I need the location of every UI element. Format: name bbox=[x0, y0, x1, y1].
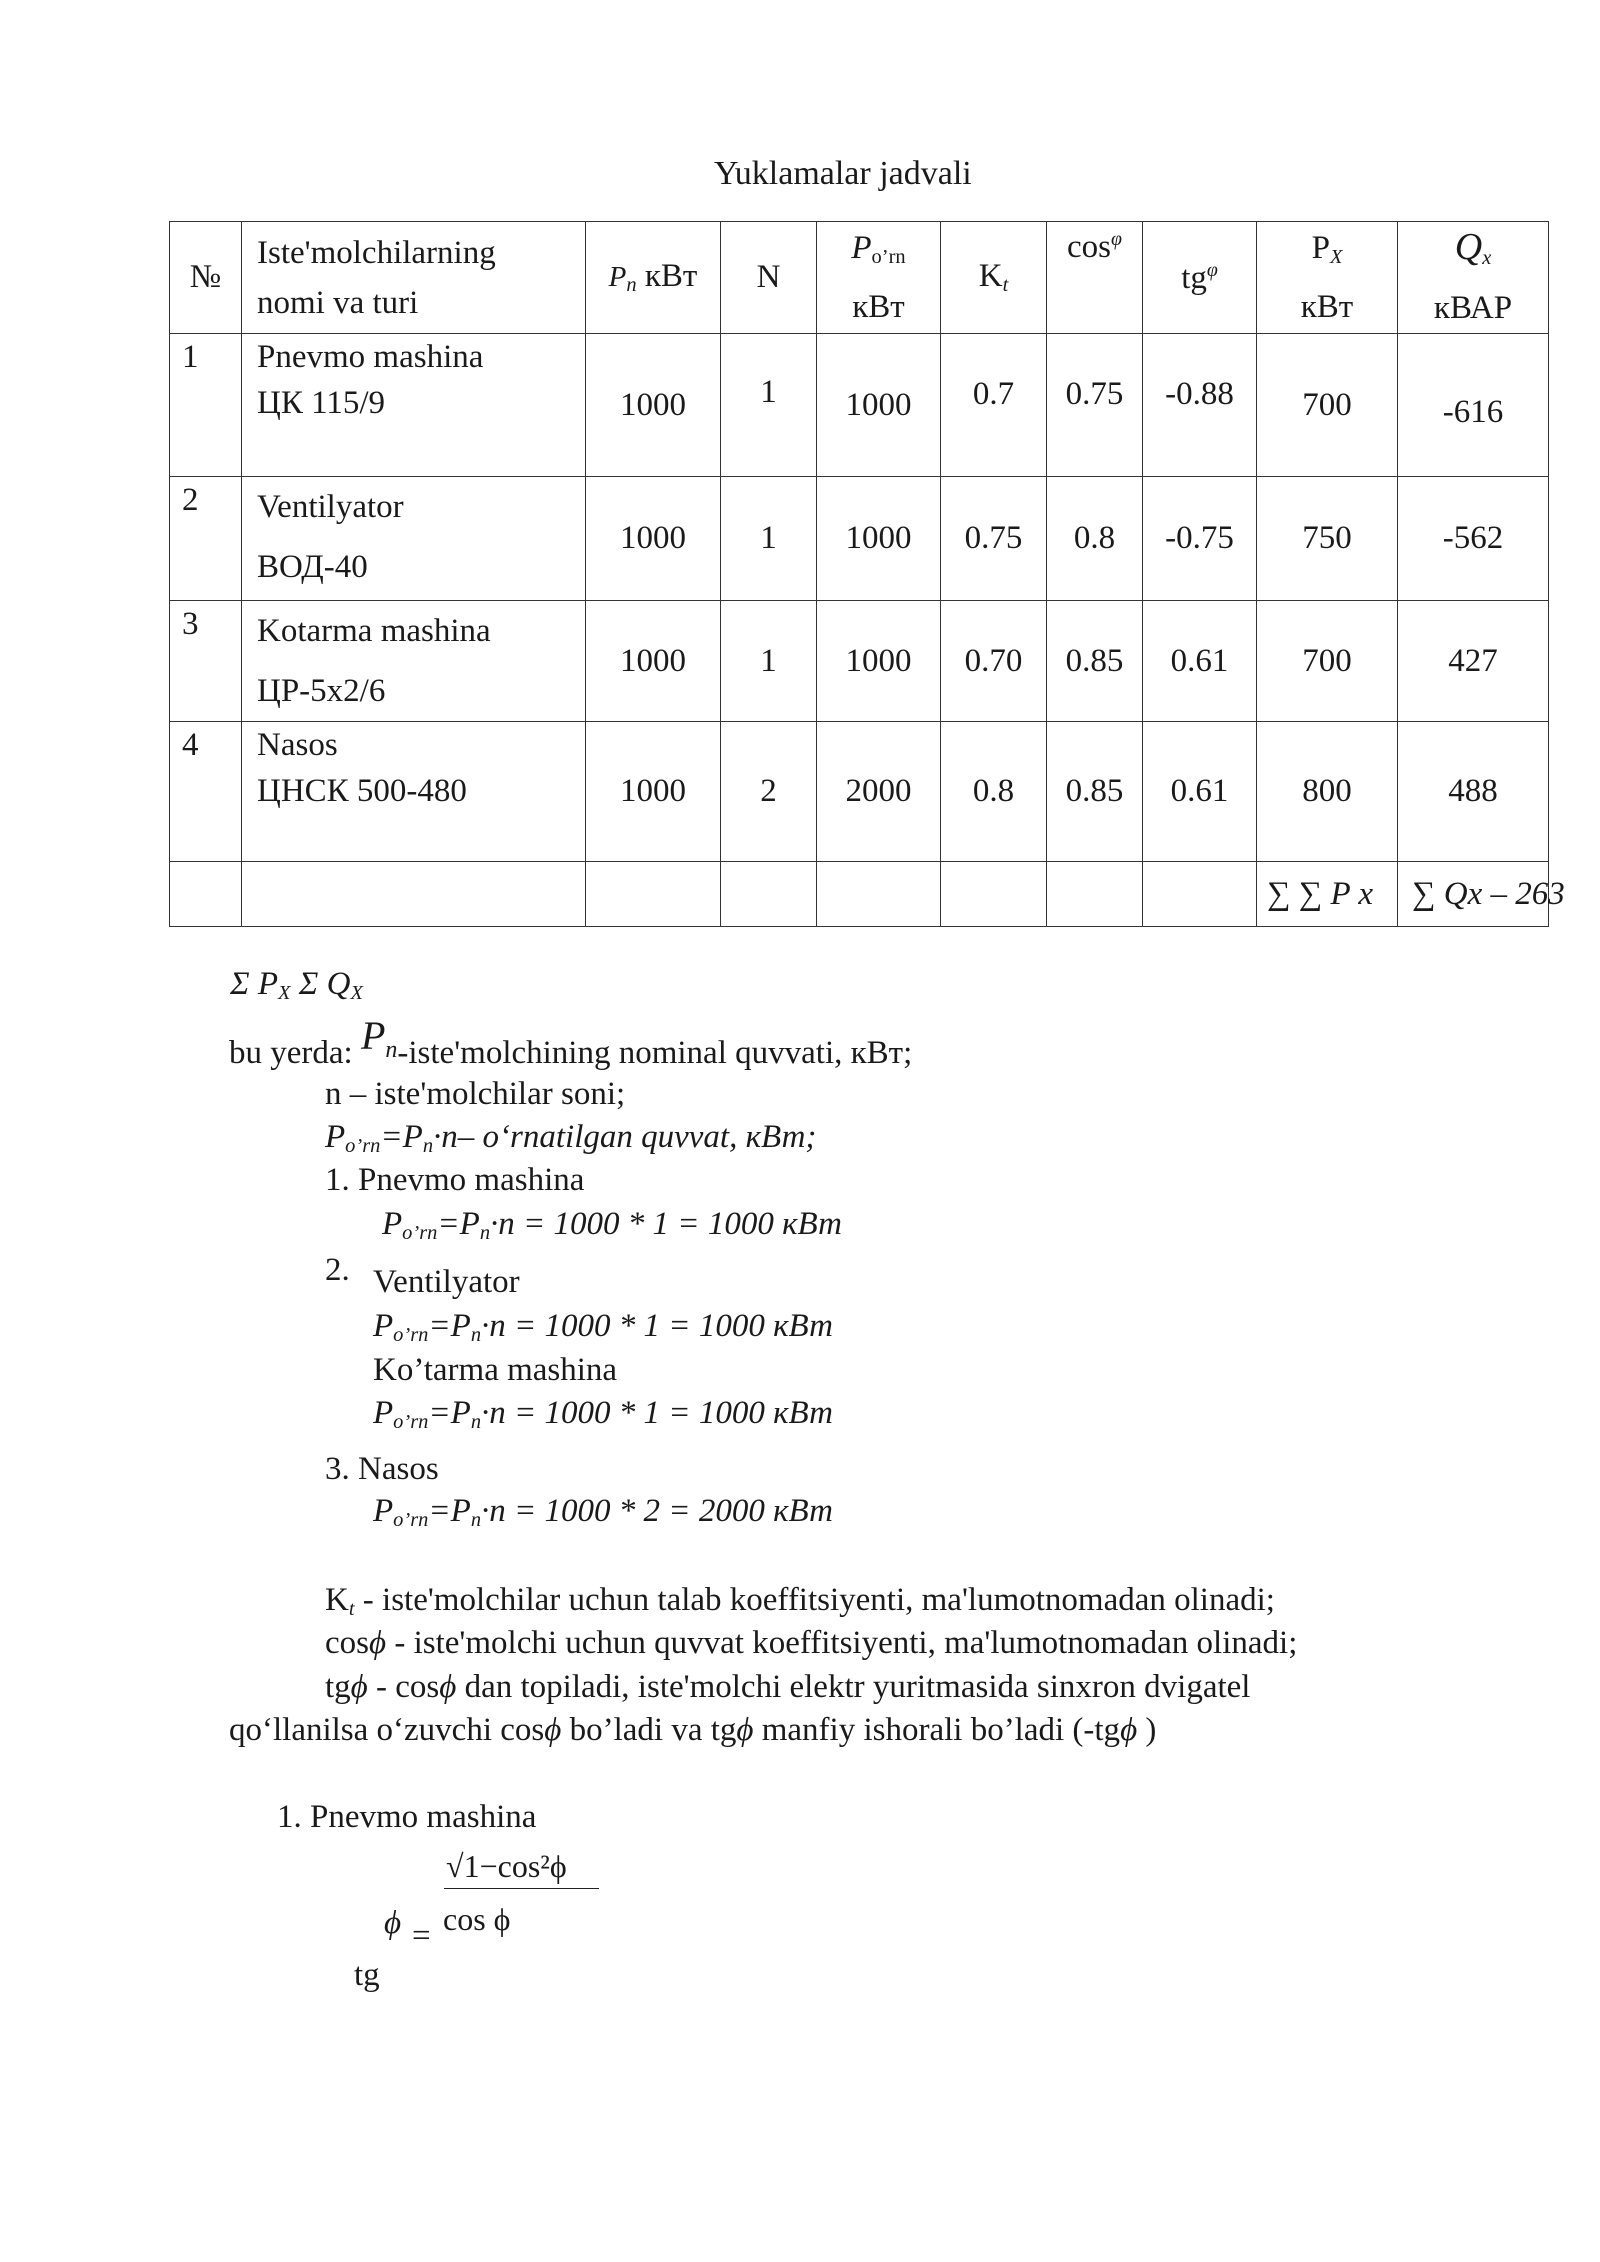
row-num: 2 bbox=[170, 477, 242, 601]
header-cos: $\cos^\varphi$ bbox=[1047, 222, 1143, 334]
row-num: 1 bbox=[170, 334, 242, 477]
cell-tg: -0.88 bbox=[1143, 334, 1257, 477]
cell-kt: 0.7 bbox=[941, 334, 1047, 477]
empty-cell bbox=[170, 862, 242, 927]
table-row bbox=[170, 601, 1549, 722]
formula-phi: ϕ bbox=[384, 1905, 402, 1941]
row-num: 4 bbox=[170, 722, 242, 862]
formula-tg: tg bbox=[354, 1957, 380, 1993]
table-row bbox=[170, 477, 1549, 601]
header-kt: $K_t$ bbox=[941, 222, 1047, 334]
table-sum-row bbox=[170, 862, 1549, 927]
cell-porn: 1000 bbox=[817, 334, 941, 477]
header-num: № bbox=[170, 222, 242, 334]
row-name: Kotarma mashina ЦР-5х2/6 bbox=[242, 601, 586, 722]
empty-cell bbox=[721, 862, 817, 927]
header-px: $P_X$ кВт bbox=[1257, 222, 1398, 334]
list-num-2: 2. bbox=[325, 1252, 350, 1288]
n-description: n – iste'molchilar soni; bbox=[325, 1076, 626, 1112]
calc-kotarma: $P_{o’rn}=P_n\cdot n = 1000 * 1 = 1000$ кВт bbox=[373, 1395, 833, 1434]
header-pn: $P_n$ кВт bbox=[586, 222, 721, 334]
row-num: 3 bbox=[170, 601, 242, 722]
tg-description-cont: qo‘llanilsa o‘zuvchi cosϕ bo’ladi va tgϕ manfiy ishorali bo’ladi (-tgϕ ) bbox=[229, 1712, 1157, 1748]
cell-n: 1 bbox=[721, 334, 817, 477]
cell-px: 800 bbox=[1257, 722, 1398, 862]
cell-px: 750 bbox=[1257, 477, 1398, 601]
cell-cos: 0.8 bbox=[1047, 477, 1143, 601]
row-name: Pnevmo mashina ЦК 115/9 bbox=[242, 334, 586, 477]
list-item-pnevmo-formula: 1. Pnevmo mashina bbox=[277, 1799, 537, 1835]
cell-pn: 1000 bbox=[586, 601, 721, 722]
cell-kt: 0.8 bbox=[941, 722, 1047, 862]
empty-cell bbox=[817, 862, 941, 927]
cell-pn: 1000 bbox=[586, 722, 721, 862]
cell-cos: 0.75 bbox=[1047, 334, 1143, 477]
cell-n: 1 bbox=[721, 601, 817, 722]
cell-tg: -0.75 bbox=[1143, 477, 1257, 601]
cell-qx: 427 bbox=[1398, 601, 1549, 722]
cos-description: cosϕ - iste'molchi uchun quvvat koeffitsiyenti, ma'lumotnomadan olinadi; bbox=[325, 1625, 1298, 1661]
list-item-nasos: 3. Nasos bbox=[325, 1451, 439, 1487]
header-n: N bbox=[721, 222, 817, 334]
header-porn: $P_{o’rn}$ кВт bbox=[817, 222, 941, 334]
sums-line: Σ $P_X$ Σ $Q_X$ bbox=[230, 966, 363, 1005]
cell-qx: -616 bbox=[1398, 334, 1549, 477]
calc-nasos: $P_{o’rn}=P_n\cdot n = 1000 * 2 = 2000$ кВт bbox=[373, 1493, 833, 1532]
cell-kt: 0.70 bbox=[941, 601, 1047, 722]
cell-cos: 0.85 bbox=[1047, 601, 1143, 722]
formula-denominator: cos ϕ bbox=[443, 1901, 511, 1937]
cell-n: 1 bbox=[721, 477, 817, 601]
empty-cell bbox=[242, 862, 586, 927]
cell-pn: 1000 bbox=[586, 477, 721, 601]
bu-yerda-line: bu yerda: Pn-iste'molchining nominal quvvati, кВт; bbox=[229, 1013, 913, 1071]
list-item-pnevmo: 1. Pnevmo mashina bbox=[325, 1162, 585, 1198]
header-tg: $tg^\varphi$ bbox=[1143, 222, 1257, 334]
cell-px: 700 bbox=[1257, 601, 1398, 722]
sum-qx-cell: ∑ Qx – 263 bbox=[1398, 862, 1549, 927]
calc-ventilyator: $P_{o’rn}=P_n\cdot n = 1000 * 1 = 1000$ кВт bbox=[373, 1308, 833, 1347]
cell-qx: -562 bbox=[1398, 477, 1549, 601]
table-header-row bbox=[170, 222, 1549, 334]
page-title: Yuklamalar jadvali bbox=[714, 155, 972, 192]
header-name: Iste'molchilarning nomi va turi bbox=[242, 222, 586, 334]
formula-equals: = bbox=[412, 1918, 431, 1954]
list-item-kotarma: Ko’tarma mashina bbox=[373, 1352, 618, 1388]
cell-px: 700 bbox=[1257, 334, 1398, 477]
cell-porn: 1000 bbox=[817, 477, 941, 601]
table-row bbox=[170, 722, 1549, 862]
row-name: Nasos ЦНСК 500-480 bbox=[242, 722, 586, 862]
cell-pn: 1000 bbox=[586, 334, 721, 477]
kt-description: $K_t$ - iste'molchilar uchun talab koeffitsiyenti, ma'lumotnomadan olinadi; bbox=[325, 1582, 1275, 1621]
formula-numerator: √1−cos²ϕ bbox=[446, 1848, 567, 1884]
cell-kt: 0.75 bbox=[941, 477, 1047, 601]
header-qx: $Q_x$ кВАР bbox=[1398, 222, 1549, 334]
cell-tg: 0.61 bbox=[1143, 601, 1257, 722]
load-table bbox=[169, 221, 1565, 927]
empty-cell bbox=[1143, 862, 1257, 927]
cell-porn: 2000 bbox=[817, 722, 941, 862]
cell-n: 2 bbox=[721, 722, 817, 862]
cell-porn: 1000 bbox=[817, 601, 941, 722]
porn-definition: $P_{o’rn}=P_n\cdot n-$ o‘rnatilgan quvvat, кВт; bbox=[325, 1119, 817, 1158]
row-name: Ventilyator ВОД-40 bbox=[242, 477, 586, 601]
empty-cell bbox=[586, 862, 721, 927]
tg-description: tgϕ - cosϕ dan topiladi, iste'molchi elektr yuritmasida sinxron dvigatel bbox=[325, 1669, 1251, 1705]
cell-qx: 488 bbox=[1398, 722, 1549, 862]
sum-px-cell: ∑ ∑ P x bbox=[1257, 862, 1398, 927]
calc-pnevmo: $P_{o’rn}=P_n\cdot n = 1000 * 1 = 1000$ кВт bbox=[382, 1206, 842, 1245]
cell-tg: 0.61 bbox=[1143, 722, 1257, 862]
empty-cell bbox=[1047, 862, 1143, 927]
list-item-ventilyator: Ventilyator bbox=[373, 1264, 520, 1300]
fraction-bar bbox=[444, 1888, 599, 1889]
cell-cos: 0.85 bbox=[1047, 722, 1143, 862]
table-row bbox=[170, 334, 1549, 477]
empty-cell bbox=[941, 862, 1047, 927]
